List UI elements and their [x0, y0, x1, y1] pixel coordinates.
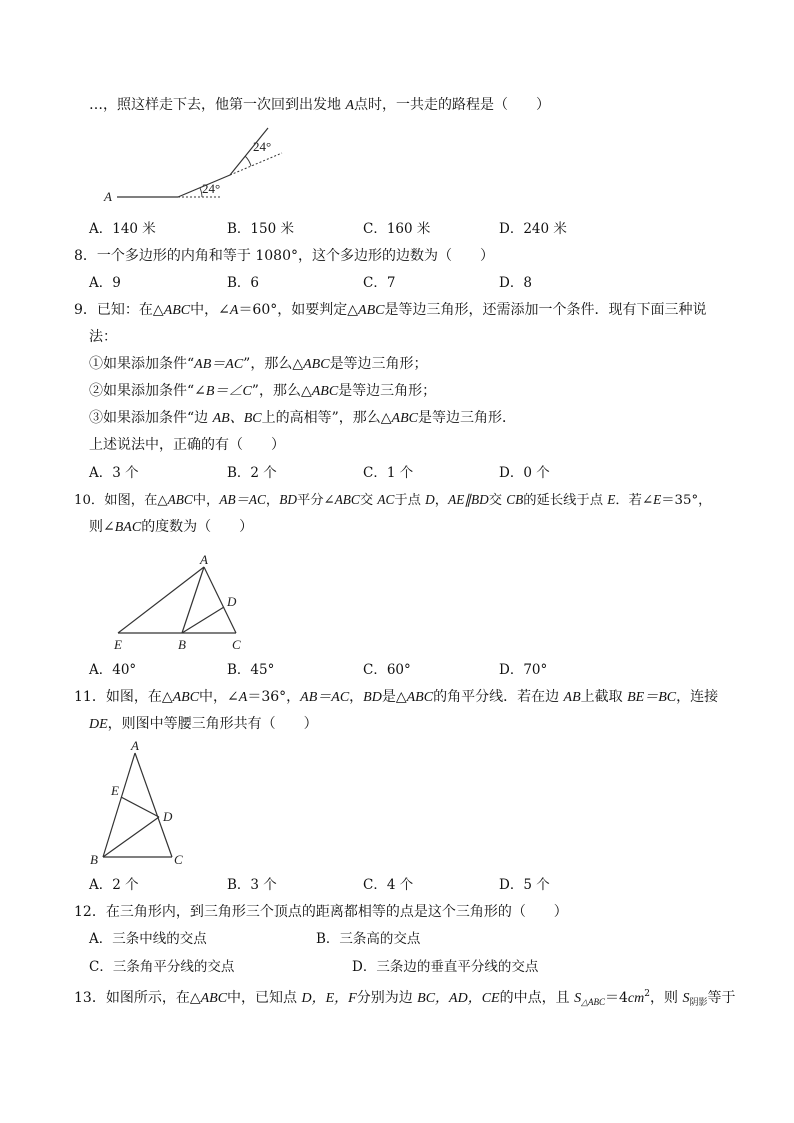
q7-option-c: C．160 米 [363, 221, 431, 237]
q7-point-a-label: A [104, 189, 112, 204]
q11-stem-line-1: 11．如图，在△ABC中，∠A＝36°，AB＝AC，BD是△ABC的角平分线．若在边 AB上截取 BE＝BC，连接 [74, 689, 719, 705]
q11-option-b: B．3 个 [227, 877, 277, 893]
q10-option-d: D．70° [499, 662, 548, 678]
q11-option-a: A．2 个 [89, 877, 139, 893]
q11-point-b: B [90, 852, 98, 867]
q7-stem: …，照这样走下去，他第一次回到出发地 A点时，一共走的路程是（ ） [89, 97, 551, 113]
q10-option-a: A．40° [89, 662, 137, 678]
q11-option-c: C．4 个 [363, 877, 414, 893]
q11-segment-ab [103, 753, 135, 857]
q11-point-a: A [131, 738, 139, 753]
q8-option-b: B．6 [227, 275, 260, 291]
q10-stem-line-1: 10．如图，在△ABC中，AB＝AC，BD平分∠ABC交 AC于点 D，AE∥BD交 CB的延长线于点 E．若∠E＝35°， [74, 492, 712, 508]
q10-stem-line-2: 则∠BAC的度数为（ ） [89, 519, 254, 535]
q9-statement-1: ①如果添加条件“AB＝AC”，那么△ABC是等边三角形； [89, 356, 428, 372]
q11-segment-ed [121, 797, 159, 817]
q8-option-d: D．8 [499, 275, 532, 291]
q10-point-d: D [227, 594, 237, 609]
q9-option-d: D．0 个 [499, 465, 550, 481]
q7-option-b: B．150 米 [227, 221, 294, 237]
q8-option-c: C．7 [363, 275, 396, 291]
q12-option-b: B．三条高的交点 [316, 931, 421, 947]
q10-point-c: C [232, 637, 241, 652]
q11-point-e: E [111, 783, 119, 798]
q9-conclusion: 上述说法中，正确的有（ ） [89, 437, 285, 453]
q9-option-b: B．2 个 [227, 465, 277, 481]
q9-option-c: C．1 个 [363, 465, 414, 481]
q9-statement-2: ②如果添加条件“∠B＝∠C”，那么△ABC是等边三角形； [89, 383, 437, 399]
q11-segment-bd [103, 817, 159, 857]
q9-stem-line-2: 法： [89, 329, 117, 345]
q11-option-d: D．5 个 [499, 877, 550, 893]
q10-option-c: C．60° [363, 662, 411, 678]
q9-statement-3: ③如果添加条件“边 AB、BC上的高相等”，那么△ABC是等边三角形． [89, 410, 516, 426]
q11-stem-line-2: DE，则图中等腰三角形共有（ ） [89, 716, 318, 732]
q12-option-d: D．三条边的垂直平分线的交点 [352, 959, 539, 975]
q11-point-c: C [174, 852, 183, 867]
q12-option-a: A．三条中线的交点 [89, 931, 207, 947]
q12-option-c: C．三条角平分线的交点 [89, 959, 235, 975]
q10-point-b: B [178, 637, 186, 652]
q10-option-b: B．45° [227, 662, 275, 678]
q13-stem: 13．如图所示，在△ABC中，已知点 D，E，F分别为边 BC，AD，CE的中点，且 $S_{\triangle ABC}=4cm^2$，则 $S_{阴影}$等于 [74, 989, 736, 1008]
q10-point-e: E [114, 637, 122, 652]
q7-option-a: A．140 米 [89, 221, 156, 237]
q9-stem-line-1: 9．已知：在△ABC中，∠A＝60°，如要判定△ABC是等边三角形，还需添加一个条件．现有下面三种说 [74, 302, 707, 318]
q10-point-a: A [200, 552, 208, 567]
q11-segment-ac [135, 753, 172, 857]
q7-angle-label-1: 24° [202, 181, 221, 196]
q8-stem: 8．一个多边形的内角和等于 1080°，这个多边形的边数为（ ） [74, 248, 494, 264]
q7-angle-label-2: 24° [253, 139, 272, 154]
q11-point-d: D [163, 809, 173, 824]
q12-stem: 12．在三角形内，到三角形三个顶点的距离都相等的点是这个三角形的（ ） [74, 904, 568, 920]
q8-option-a: A．9 [89, 275, 121, 291]
q9-option-a: A．3 个 [89, 465, 139, 481]
q7-option-d: D．240 米 [499, 221, 567, 237]
